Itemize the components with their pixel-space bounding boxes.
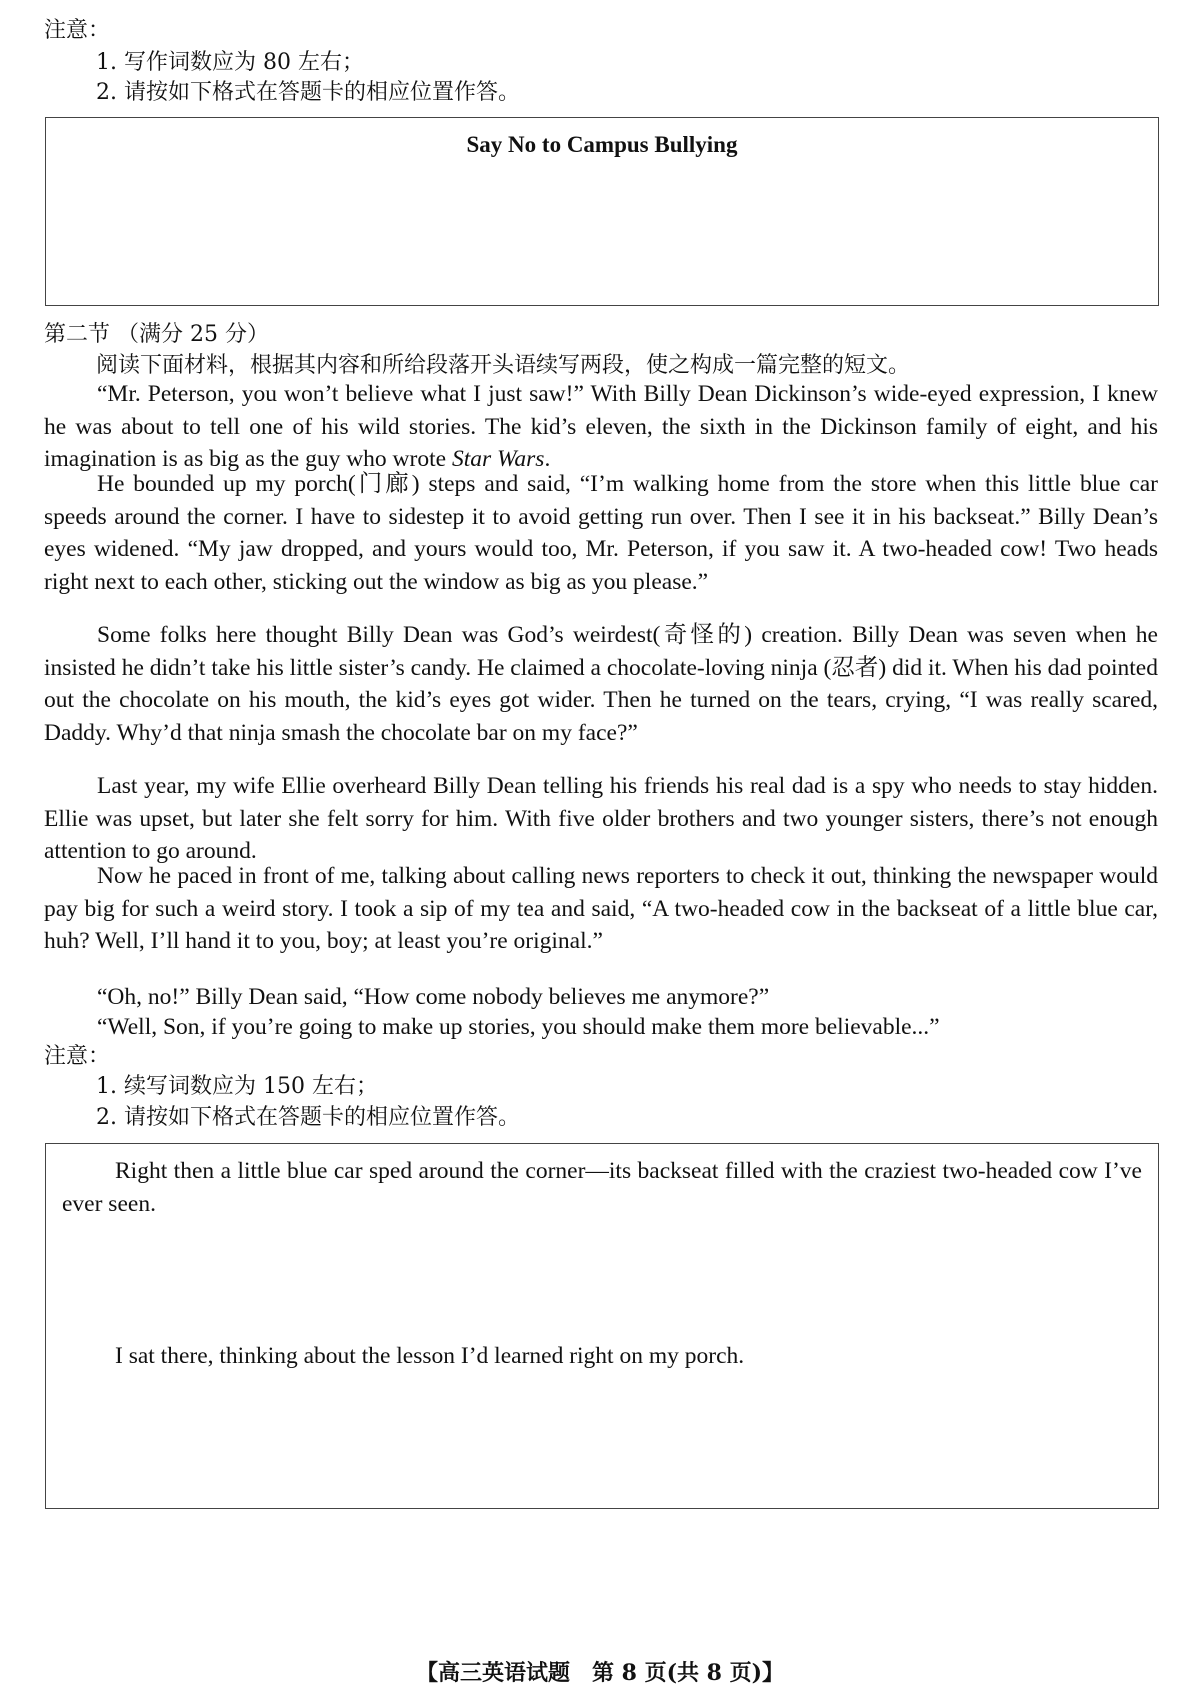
notice-item-2-1: 1. 续写词数应为 150 左右； [96,1074,378,1099]
notice-heading-2: 注意： [44,1044,111,1069]
story-paragraph-2: He bounded up my porch(门廊) steps and said, “I’m walking home from the store when this little blue car speeds around the corner. I have to sidestep it to avoid getting run over. Then I see it in his backseat.” Billy Dean’s eyes widened. “My jaw dropped, and yours would too, Mr. Peterson, if you saw it. A two-headed cow! Two heads right next to each other, sticking out the window as big as you please.” [44,471,1158,596]
story-paragraph-1 [44,378,1158,476]
story-paragraph-1-text: “Mr. Peterson, you won’t believe what I just saw!” With Billy Dean Dickinson’s wide-eyed expression, I knew he was about to tell one of his wild stories. The kid’s eleven, the sixth in the Dickinson family of eight, and his imagination is as big as the guy who wrote [44,381,1158,473]
notice-item-1-1: 1. 写作词数应为 80 左右； [96,50,364,75]
answer-box-continuation [45,1143,1159,1509]
continuation-opening-1: Right then a little blue car sped around the corner—its backseat filled with the craziest two-headed cow I’ve ever seen. [62,1158,1142,1217]
notice-item-1-2: 2. 请按如下格式在答题卡的相应位置作答。 [96,80,520,105]
story-paragraph-5: Now he paced in front of me, talking about calling news reporters to check it out, thinking the newspaper would pay big for such a weird story. I took a sip of my tea and said, “A two-headed cow in the backseat of a little blue car, huh? Well, I’ll hand it to you, boy; at least you’re original.” [44,863,1158,955]
story-paragraph-7: “Well, Son, if you’re going to make up stories, you should make them more believable...” [97,1014,940,1040]
notice-heading-1: 注意： [44,18,111,43]
answer-box-writing [45,117,1159,306]
continuation-opening-2: I sat there, thinking about the lesson I’d learned right on my porch. [115,1343,745,1369]
box-title: Say No to Campus Bullying [466,132,738,157]
section-heading: 第二节 （满分 25 分） [44,322,269,347]
section-instruction: 阅读下面材料，根据其内容和所给段落开头语续写两段，使之构成一篇完整的短文。 [96,353,911,378]
story-paragraph-1-end: . [544,446,551,473]
story-paragraph-3: Some folks here thought Billy Dean was God’s weirdest(奇怪的) creation. Billy Dean was seven when he insisted he didn’t take his little sister’s candy. He claimed a chocolate-loving ninja (忍者) did it. When his dad pointed out the chocolate on his mouth, the kid’s eyes got wider. Then he turned on the tears, crying, “I was really scared, Daddy. Why’d that ninja smash the chocolate bar on my face?” [44,622,1158,747]
notice-item-2-2: 2. 请按如下格式在答题卡的相应位置作答。 [96,1105,520,1130]
page-footer: 【高三英语试题 第 8 页(共 8 页)】 [415,1660,785,1686]
story-paragraph-4: Last year, my wife Ellie overheard Billy Dean telling his friends his real dad is a spy who needs to stay hidden. Ellie was upset, but later she felt sorry for him. With five older brothers and two younger sisters, there’s not enough attention to go around. [44,773,1158,865]
story-paragraph-6: “Oh, no!” Billy Dean said, “How come nobody believes me anymore?” [97,984,770,1010]
book-title: Star Wars [451,446,545,473]
